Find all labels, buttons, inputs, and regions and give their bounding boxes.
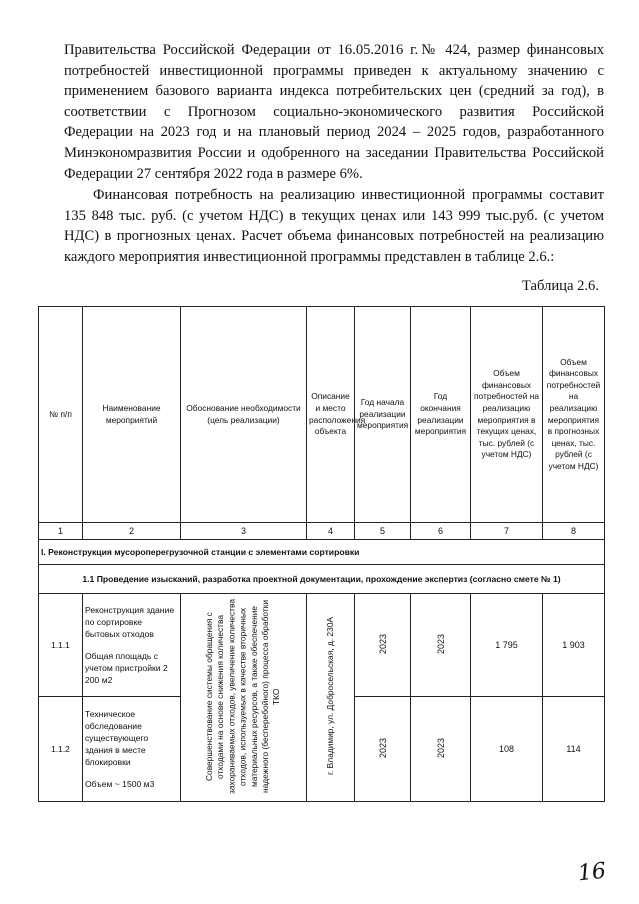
row-number: 1.1.2 (39, 697, 83, 802)
end-year-cell (411, 697, 471, 802)
column-number-row (39, 523, 605, 540)
section-row (39, 540, 605, 565)
row-number: 1.1.1 (39, 594, 83, 697)
subsection-title: 1.1 Проведение изысканий, разработка проектной документации, прохождение экспертиз (согласно смете № 1) (39, 565, 605, 594)
header-name: Наименование мероприятий (83, 307, 181, 523)
header-location: Описание и место расположения объекта (307, 307, 355, 523)
col-number: 7 (471, 523, 543, 540)
header-end-year: Год окончания реализации мероприятия (411, 307, 471, 523)
start-year-cell (355, 594, 411, 697)
header-justification: Обоснование необходимости (цель реализации) (181, 307, 307, 523)
subsection-row (39, 565, 605, 594)
location-cell (307, 594, 355, 802)
table-caption: Таблица 2.6. (521, 278, 599, 294)
location-text: г. Владимир, ул. Добросельская, д. 230А (324, 617, 335, 776)
start-year-cell (355, 697, 411, 802)
forecast-price: 114 (543, 697, 605, 802)
activity-name (83, 697, 181, 802)
section-title: I. Реконструкция мусороперегрузочной станции с элементами сортировки (39, 540, 605, 565)
paragraph-1: Правительства Российской Федерации от 16.05.2016 г.№ 424, размер финансовых потребностей инвестиционной программы приведен к актуальному значению с применением базового варианта индекса потребительских цен (средний за год), в соответствии с Прогнозом социально-экономического развития Российской Федерации на 2023 год и на плановый период 2024 – 2025 годов, разработанного Минэкономразвития России и одобренного на заседании Правительства Российской Федерации 27 сентября 2022 года в размере 6%. (64, 42, 604, 182)
start-year: 2023 (377, 633, 388, 655)
col-number: 3 (181, 523, 307, 540)
start-year: 2023 (377, 737, 388, 759)
col-number: 4 (307, 523, 355, 540)
activity-title: Техническое обследование существующего здания в месте блокировки (85, 709, 149, 767)
current-price: 108 (471, 697, 543, 802)
header-row (39, 307, 605, 523)
activity-name (83, 594, 181, 697)
col-number: 6 (411, 523, 471, 540)
justification-cell (181, 594, 307, 802)
current-price: 1 795 (471, 594, 543, 697)
table-row (39, 594, 605, 697)
end-year-cell (411, 594, 471, 697)
header-forecast-prices: Объем финансовых потребностей на реализацию мероприятия в прогнозных ценах, тыс. рублей (с учетом НДС) (543, 307, 605, 523)
forecast-price: 1 903 (543, 594, 605, 697)
header-current-prices: Объем финансовых потребностей на реализацию мероприятия в текущих ценах, тыс. рублей (с учетом НДС) (471, 307, 543, 523)
end-year: 2023 (435, 633, 446, 655)
paragraph-2: Финансовая потребность на реализацию инвестиционной программы составит 135 848 тыс. руб. (с учетом НДС) в текущих ценах или 143 999 тыс.руб. (с учетом НДС) в прогнозных ценах. Расчет объема финансовых потребностей на реализацию каждого мероприятия инвестиционной программы представлен в таблице 2.6.: (64, 187, 604, 265)
col-number: 8 (543, 523, 605, 540)
page-number: 16 (576, 858, 608, 887)
justification-text: Совершенствование системы обращения с отходами на основе снижения количества захораниваемых отходов, увеличение количества отходов, используемых в качестве вторичных материальных ресурсов, а также обеспечение надежного (бесперебойного) процесса обработки ТКО (204, 599, 282, 795)
activity-title: Реконструкция здание по сортировке бытовых отходов (85, 605, 175, 639)
col-number: 1 (39, 523, 83, 540)
header-num: № п/п (39, 307, 83, 523)
col-number: 2 (83, 523, 181, 540)
activity-note: Общая площадь с учетом пристройки 2 200 м2 (85, 651, 168, 685)
activity-note: Объем ~ 1500 м3 (85, 779, 155, 789)
end-year: 2023 (435, 737, 446, 759)
header-start-year: Год начала реализации мероприятия (355, 307, 411, 523)
col-number: 5 (355, 523, 411, 540)
financing-table (38, 306, 605, 802)
